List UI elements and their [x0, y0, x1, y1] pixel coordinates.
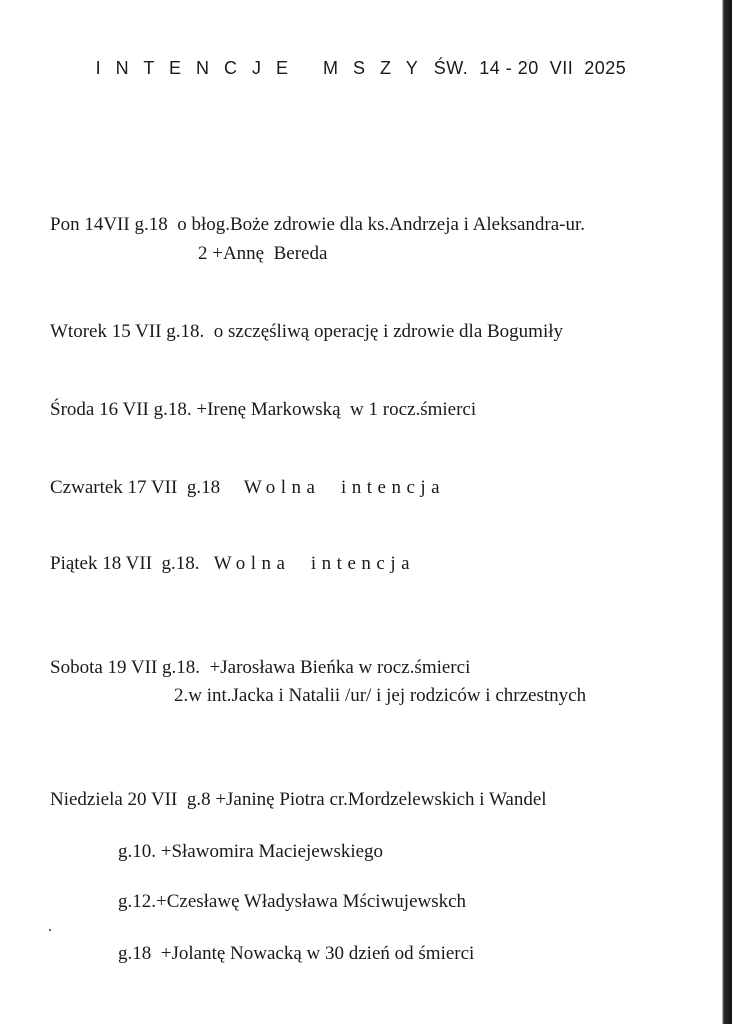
sunday-intention-4: g.18 +Jolantę Nowacką w 30 dzień od śmierci	[118, 943, 475, 964]
thursday-intention	[50, 476, 445, 500]
title-heading: I N T E N C J E M S Z Y	[95, 58, 423, 78]
thursday-free-intention: Wolna intencja	[243, 477, 446, 498]
monday-intention-2: 2 +Annę Bereda	[198, 243, 328, 264]
sunday-intention: Niedziela 20 VII g.8 +Janinę Piotra cr.Mordzelewskich i Wandel	[50, 789, 547, 810]
tuesday-intention: Wtorek 15 VII g.18. o szczęśliwą operację i zdrowie dla Bogumiły	[50, 321, 564, 342]
thursday-date: Czwartek 17 VII g.18	[50, 477, 244, 498]
friday-intention	[50, 552, 415, 576]
title-dates: ŚW. 14 - 20 VII 2025	[422, 58, 627, 78]
friday-date: Piątek 18 VII g.18.	[50, 553, 214, 574]
wednesday-intention: Środa 16 VII g.18. +Irenę Markowską w 1 rocz.śmierci	[50, 399, 477, 420]
stray-dot: .	[48, 918, 52, 935]
friday-free-intention: Wolna intencja	[213, 553, 416, 574]
saturday-intention: Sobota 19 VII g.18. +Jarosława Bieńka w rocz.śmierci	[50, 657, 471, 678]
page-edge-shadow	[722, 0, 732, 1024]
saturday-intention-2: 2.w int.Jacka i Natalii /ur/ i jej rodziców i chrzestnych	[174, 685, 587, 706]
sunday-intention-2: g.10. +Sławomira Maciejewskiego	[118, 841, 384, 862]
page-title	[0, 58, 722, 79]
sunday-intention-3: g.12.+Czesławę Władysława Mściwujewskch	[118, 891, 467, 912]
monday-intention: Pon 14VII g.18 o błog.Boże zdrowie dla ks.Andrzeja i Aleksandra-ur.	[50, 214, 586, 235]
